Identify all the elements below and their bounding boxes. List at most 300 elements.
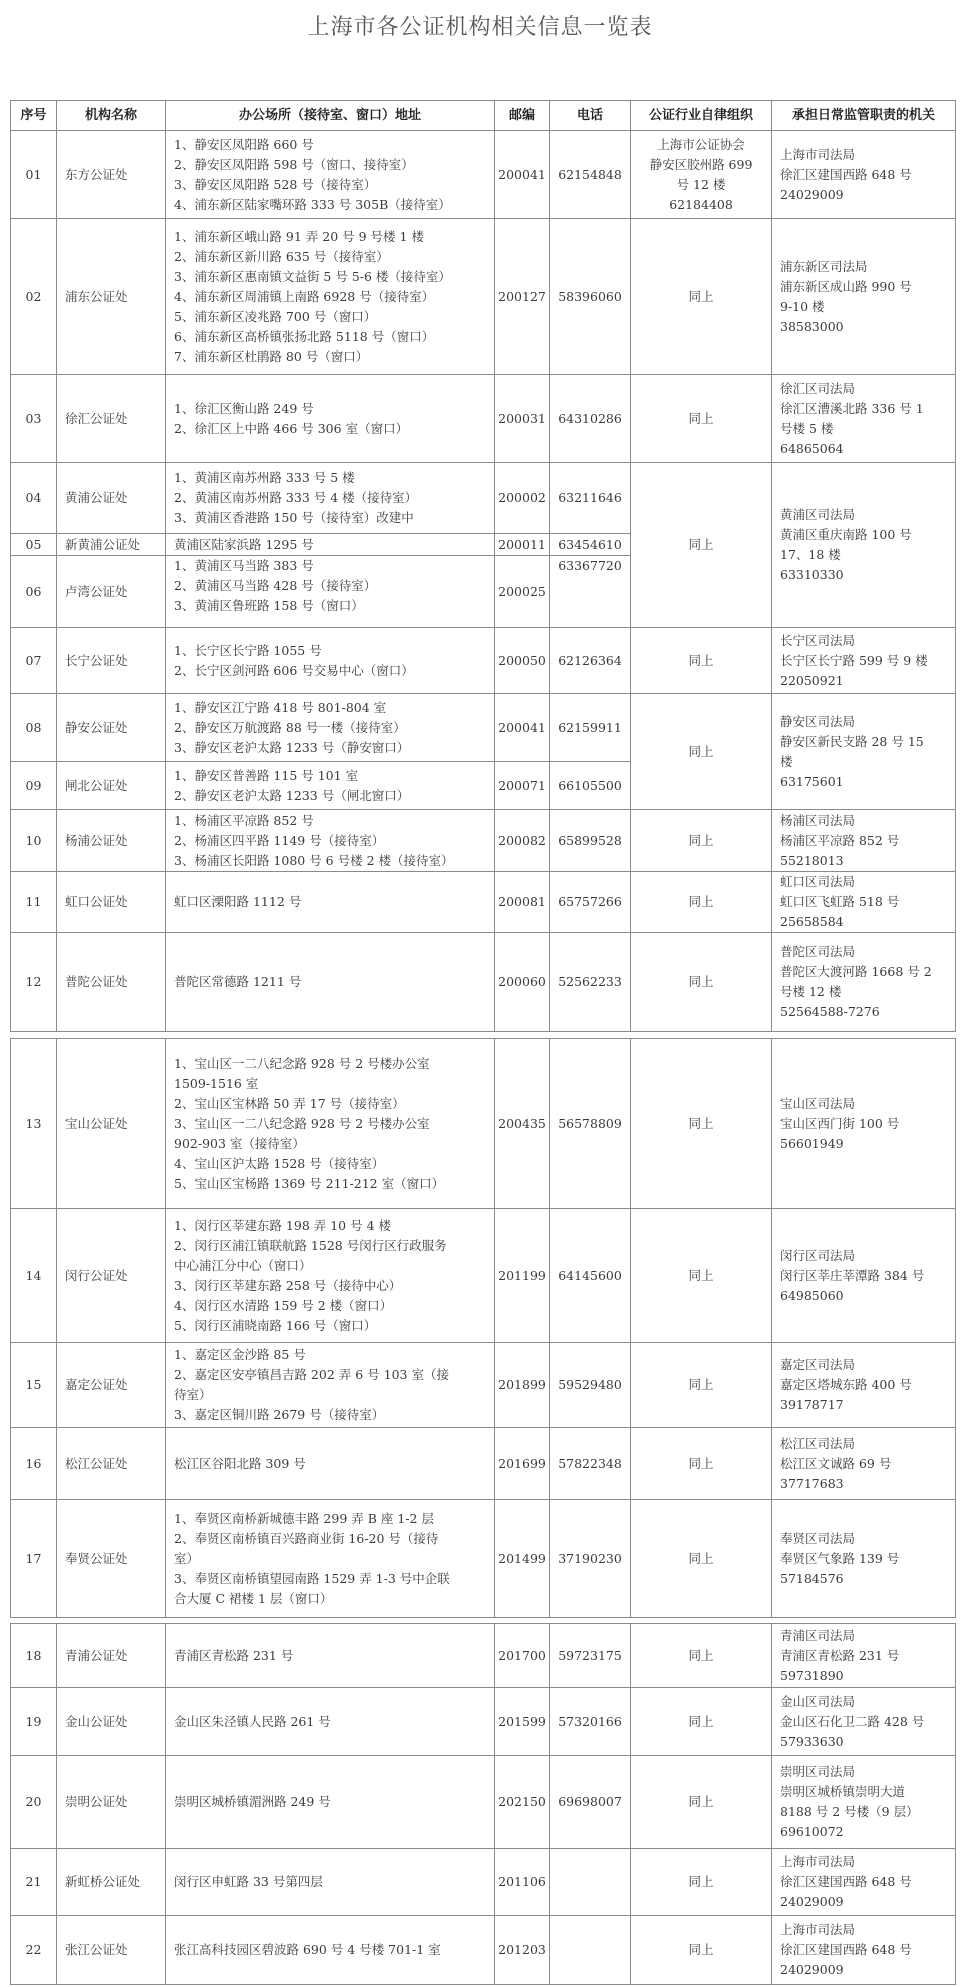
- row-number: 11: [10, 871, 57, 933]
- supervising-authority: [771, 627, 956, 694]
- zip-code: 201700: [494, 1623, 550, 1688]
- supervising-authority: [771, 374, 956, 463]
- supervising-authority-line: 上海市司法局: [780, 146, 856, 162]
- phone-number: 56578809: [549, 1038, 631, 1209]
- self-regulatory-org-line: 同上: [688, 1874, 714, 1889]
- row-number: 14: [10, 1208, 57, 1343]
- row-number: 10: [10, 809, 57, 872]
- address-cell: [165, 871, 495, 933]
- supervising-authority-line: 号楼 5 楼: [780, 420, 834, 436]
- institution-name: 嘉定公证处: [56, 1342, 166, 1428]
- phone-number: 62154848: [549, 130, 631, 219]
- supervising-authority: [771, 809, 956, 872]
- supervising-authority-line: 青浦区青松路 231 号: [780, 1647, 900, 1663]
- self-regulatory-org: [630, 809, 772, 872]
- address-cell-line: 3、闵行区莘建东路 258 号（接待中心）: [174, 1277, 402, 1293]
- address-cell-line: 1、静安区江宁路 418 号 801-804 室: [174, 699, 387, 715]
- phone-number: 37190230: [549, 1499, 631, 1618]
- phone-number: 62126364: [549, 627, 631, 694]
- address-cell-line: 4、浦东新区周浦镇上南路 6928 号（接待室）: [174, 288, 435, 304]
- supervising-authority: [771, 1755, 956, 1849]
- phone-number: 57822348: [549, 1427, 631, 1500]
- phone-number: 65899528: [549, 809, 631, 872]
- header-zip: 邮编: [494, 100, 550, 131]
- self-regulatory-org: [630, 1342, 772, 1428]
- supervising-authority-line: 56601949: [780, 1135, 844, 1151]
- address-cell-line: 1、宝山区一二八纪念路 928 号 2 号楼办公室: [174, 1055, 430, 1071]
- self-regulatory-org-line: 上海市公证协会: [657, 136, 745, 152]
- supervising-authority-line: 24029009: [780, 186, 844, 202]
- supervising-authority: [771, 1208, 956, 1343]
- supervising-authority: [771, 1038, 956, 1209]
- address-cell: [165, 130, 495, 219]
- address-cell-line: 2、宝山区宝林路 50 弄 17 号（接待室）: [174, 1095, 405, 1111]
- address-cell-line: 3、静安区凤阳路 528 号（接待室）: [174, 176, 377, 192]
- address-cell-line: 2、奉贤区南桥镇百兴路商业街 16-20 号（接待: [174, 1530, 439, 1546]
- supervising-authority-line: 徐汇区漕溪北路 336 号 1: [780, 400, 924, 416]
- supervising-authority-line: 崇明区司法局: [780, 1764, 856, 1779]
- supervising-authority-line: 金山区司法局: [780, 1693, 856, 1709]
- address-cell: [165, 462, 495, 534]
- zip-code: 200041: [494, 693, 550, 762]
- address-cell-line: 闵行区申虹路 33 号第四层: [174, 1874, 323, 1889]
- institution-name: 普陀公证处: [56, 932, 166, 1032]
- address-cell-line: 虹口区溧阳路 1112 号: [174, 894, 302, 909]
- row-number: 16: [10, 1427, 57, 1500]
- row-number: 18: [10, 1623, 57, 1688]
- address-cell-line: 2、浦东新区新川路 635 号（接待室）: [174, 248, 389, 264]
- supervising-authority-line: 号楼 12 楼: [780, 984, 842, 999]
- row-number: 03: [10, 374, 57, 463]
- self-regulatory-org-line: 同上: [688, 288, 714, 304]
- row-number: 15: [10, 1342, 57, 1428]
- address-cell-line: 3、宝山区一二八纪念路 928 号 2 号楼办公室: [174, 1115, 430, 1131]
- zip-code: 200011: [494, 533, 550, 556]
- supervising-authority: [771, 462, 956, 628]
- phone-number: 64145600: [549, 1208, 631, 1343]
- institution-name: 浦东公证处: [56, 218, 166, 375]
- self-regulatory-org: [630, 1427, 772, 1500]
- address-cell: [165, 1427, 495, 1500]
- header-org: 公证行业自律组织: [630, 100, 772, 131]
- supervising-authority-line: 37717683: [780, 1475, 844, 1491]
- self-regulatory-org: [630, 627, 772, 694]
- self-regulatory-org-line: 同上: [688, 410, 714, 426]
- zip-code: 200082: [494, 809, 550, 872]
- row-number: 05: [10, 533, 57, 556]
- institution-name: 新黄浦公证处: [56, 533, 166, 556]
- row-number: 17: [10, 1499, 57, 1618]
- self-regulatory-org: [630, 1038, 772, 1209]
- zip-code: 201199: [494, 1208, 550, 1343]
- supervising-authority-line: 嘉定区塔城东路 400 号: [780, 1377, 912, 1392]
- row-number: 13: [10, 1038, 57, 1209]
- institution-name: 静安公证处: [56, 693, 166, 762]
- supervising-authority-line: 宝山区司法局: [780, 1095, 856, 1111]
- row-number: 08: [10, 693, 57, 762]
- row-number: 07: [10, 627, 57, 694]
- address-cell-line: 5、宝山区宝杨路 1369 号 211-212 室（窗口）: [174, 1175, 445, 1191]
- supervising-authority-line: 55218013: [780, 852, 844, 868]
- institution-name: 奉贤公证处: [56, 1499, 166, 1618]
- institution-name: 闵行公证处: [56, 1208, 166, 1343]
- address-cell: [165, 555, 495, 628]
- supervising-authority: [771, 1848, 956, 1916]
- address-cell-line: 3、奉贤区南桥镇望园南路 1529 弄 1-3 号中企联: [174, 1570, 450, 1586]
- address-cell-line: 1、浦东新区峨山路 91 弄 20 号 9 号楼 1 楼: [174, 228, 424, 244]
- supervising-authority-line: 64865064: [780, 440, 844, 456]
- supervising-authority-line: 杨浦区司法局: [780, 812, 856, 828]
- supervising-authority-line: 松江区文诚路 69 号: [780, 1455, 892, 1471]
- self-regulatory-org-line: 同上: [688, 1647, 714, 1663]
- supervising-authority-line: 金山区石化卫二路 428 号: [780, 1713, 925, 1729]
- institution-name: 金山公证处: [56, 1687, 166, 1756]
- row-number: 02: [10, 218, 57, 375]
- supervising-authority-line: 上海市司法局: [780, 1854, 856, 1869]
- address-cell-line: 1、静安区凤阳路 660 号: [174, 136, 314, 152]
- supervising-authority-line: 64985060: [780, 1287, 844, 1303]
- institution-name: 徐汇公证处: [56, 374, 166, 463]
- address-cell-line: 黄浦区陆家浜路 1295 号: [174, 536, 314, 552]
- supervising-authority-line: 嘉定区司法局: [780, 1357, 856, 1372]
- institution-name: 虹口公证处: [56, 871, 166, 933]
- self-regulatory-org: [630, 1755, 772, 1849]
- phone-number: 52562233: [549, 932, 631, 1032]
- self-regulatory-org-line: 同上: [688, 1794, 714, 1809]
- row-number: 04: [10, 462, 57, 534]
- phone-number: [549, 1915, 631, 1985]
- address-cell-line: 2、杨浦区四平路 1149 号（接待室）: [174, 832, 385, 848]
- self-regulatory-org-line: 同上: [688, 537, 714, 552]
- address-cell-line: 2、长宁区剑河路 606 号交易中心（窗口）: [174, 662, 414, 678]
- self-regulatory-org: [630, 693, 772, 810]
- institution-name: 杨浦公证处: [56, 809, 166, 872]
- supervising-authority-line: 松江区司法局: [780, 1435, 856, 1451]
- address-cell-line: 1、杨浦区平凉路 852 号: [174, 812, 314, 828]
- address-cell-line: 3、嘉定区铜川路 2679 号（接待室）: [174, 1407, 385, 1422]
- self-regulatory-org: [630, 130, 772, 219]
- phone-number: 59723175: [549, 1623, 631, 1688]
- institution-name: 长宁公证处: [56, 627, 166, 694]
- address-cell-line: 1、黄浦区南苏州路 333 号 5 楼: [174, 470, 355, 485]
- self-regulatory-org-line: 同上: [688, 1267, 714, 1283]
- phone-number: 64310286: [549, 374, 631, 463]
- zip-code: 201699: [494, 1427, 550, 1500]
- zip-code: 202150: [494, 1755, 550, 1849]
- zip-code: 200071: [494, 761, 550, 810]
- row-number: 12: [10, 932, 57, 1032]
- row-number: 01: [10, 130, 57, 219]
- supervising-authority-line: 楼: [780, 753, 793, 769]
- supervising-authority-line: 闵行区司法局: [780, 1247, 856, 1263]
- supervising-authority-line: 闵行区莘庄莘潭路 384 号: [780, 1267, 925, 1283]
- address-cell-line: 室）: [174, 1550, 200, 1566]
- institution-name: 闸北公证处: [56, 761, 166, 810]
- self-regulatory-org-line: 62184408: [669, 196, 733, 212]
- phone-number: 63211646: [549, 462, 631, 534]
- address-cell-line: 902-903 室（接待室）: [174, 1135, 305, 1151]
- address-cell-line: 1、奉贤区南桥新城德丰路 299 弄 B 座 1-2 层: [174, 1510, 434, 1526]
- phone-number: 63454610: [549, 533, 631, 556]
- row-number: 21: [10, 1848, 57, 1916]
- self-regulatory-org: [630, 374, 772, 463]
- address-cell-line: 7、浦东新区杜鹃路 80 号（窗口）: [174, 348, 369, 364]
- institution-name: 青浦公证处: [56, 1623, 166, 1688]
- self-regulatory-org-line: 同上: [688, 1455, 714, 1471]
- self-regulatory-org-line: 同上: [688, 894, 714, 909]
- self-regulatory-org: [630, 1499, 772, 1618]
- supervising-authority-line: 静安区司法局: [780, 713, 856, 729]
- address-cell-line: 4、宝山区沪太路 1528 号（接待室）: [174, 1155, 385, 1171]
- address-cell-line: 4、浦东新区陆家嘴环路 333 号 305B（接待室）: [174, 196, 451, 212]
- address-cell: [165, 1342, 495, 1428]
- address-cell: [165, 761, 495, 810]
- supervising-authority-line: 杨浦区平凉路 852 号: [780, 832, 900, 848]
- address-cell-line: 2、黄浦区马当路 428 号（接待室）: [174, 578, 377, 593]
- supervising-authority: [771, 1623, 956, 1688]
- institution-name: 东方公证处: [56, 130, 166, 219]
- supervising-authority-line: 69610072: [780, 1824, 844, 1839]
- self-regulatory-org-line: 同上: [688, 1550, 714, 1566]
- address-cell: [165, 1038, 495, 1209]
- supervising-authority-line: 38583000: [780, 318, 844, 334]
- supervising-authority-line: 24029009: [780, 1894, 844, 1909]
- supervising-authority-line: 徐汇区建国西路 648 号: [780, 1874, 912, 1889]
- supervising-authority-line: 59731890: [780, 1667, 844, 1683]
- self-regulatory-org-line: 同上: [688, 974, 714, 989]
- phone-number: 59529480: [549, 1342, 631, 1428]
- supervising-authority-line: 25658584: [780, 914, 844, 929]
- address-cell-line: 2、徐汇区上中路 466 号 306 室（窗口）: [174, 420, 409, 436]
- self-regulatory-org-line: 同上: [688, 1942, 714, 1957]
- supervising-authority: [771, 871, 956, 933]
- address-cell-line: 1、闵行区莘建东路 198 弄 10 号 4 楼: [174, 1217, 392, 1233]
- address-cell-line: 崇明区城桥镇湄洲路 249 号: [174, 1794, 331, 1809]
- supervising-authority-line: 浦东新区司法局: [780, 258, 868, 274]
- zip-code: 201599: [494, 1687, 550, 1756]
- address-cell: [165, 1687, 495, 1756]
- self-regulatory-org-line: 静安区胶州路 699: [649, 156, 753, 172]
- self-regulatory-org-line: 同上: [688, 743, 714, 759]
- row-number: 06: [10, 555, 57, 628]
- supervising-authority: [771, 1499, 956, 1618]
- supervising-authority: [771, 932, 956, 1032]
- address-cell: [165, 809, 495, 872]
- phone-number: 65757266: [549, 871, 631, 933]
- phone-number: 58396060: [549, 218, 631, 375]
- address-cell-line: 2、静安区万航渡路 88 号一楼（接待室）: [174, 719, 406, 735]
- phone-number: 69698007: [549, 1755, 631, 1849]
- address-cell-line: 1、长宁区长宁路 1055 号: [174, 642, 322, 658]
- supervising-authority-line: 普陀区大渡河路 1668 号 2: [780, 964, 932, 979]
- header-authority: 承担日常监管职责的机关: [771, 100, 956, 131]
- supervising-authority-line: 徐汇区建国西路 648 号: [780, 166, 912, 182]
- supervising-authority-line: 崇明区城桥镇崇明大道: [780, 1784, 906, 1799]
- supervising-authority-line: 57184576: [780, 1570, 844, 1586]
- supervising-authority-line: 57933630: [780, 1733, 844, 1749]
- address-cell-line: 普陀区常德路 1211 号: [174, 974, 302, 989]
- institution-name: 卢湾公证处: [56, 555, 166, 628]
- address-cell: [165, 627, 495, 694]
- supervising-authority-line: 17、18 楼: [780, 547, 841, 562]
- header-address: 办公场所（接待室、窗口）地址: [165, 100, 495, 131]
- supervising-authority-line: 52564588-7276: [780, 1004, 880, 1019]
- supervising-authority-line: 黄浦区司法局: [780, 507, 856, 522]
- supervising-authority-line: 普陀区司法局: [780, 944, 856, 959]
- supervising-authority-line: 虹口区飞虹路 518 号: [780, 894, 900, 909]
- address-cell-line: 6、浦东新区高桥镇张扬北路 5118 号（窗口）: [174, 328, 435, 344]
- supervising-authority-line: 63310330: [780, 567, 844, 582]
- institution-name: 黄浦公证处: [56, 462, 166, 534]
- address-cell-line: 3、黄浦区香港路 150 号（接待室）改建中: [174, 510, 414, 525]
- self-regulatory-org: [630, 1208, 772, 1343]
- row-number: 20: [10, 1755, 57, 1849]
- address-cell-line: 待室）: [174, 1387, 212, 1402]
- institution-name: 崇明公证处: [56, 1755, 166, 1849]
- address-cell-line: 3、杨浦区长阳路 1080 号 6 号楼 2 楼（接待室）: [174, 852, 454, 868]
- address-cell-line: 3、黄浦区鲁班路 158 号（窗口）: [174, 598, 364, 613]
- self-regulatory-org: [630, 871, 772, 933]
- header-no: 序号: [10, 100, 57, 131]
- address-cell-line: 5、浦东新区凌兆路 700 号（窗口）: [174, 308, 377, 324]
- supervising-authority-line: 9-10 楼: [780, 298, 825, 314]
- supervising-authority-line: 青浦区司法局: [780, 1627, 856, 1643]
- address-cell-line: 金山区朱泾镇人民路 261 号: [174, 1713, 331, 1729]
- address-cell-line: 4、闵行区水清路 159 号 2 楼（窗口）: [174, 1297, 393, 1313]
- self-regulatory-org-line: 同上: [688, 1115, 714, 1131]
- supervising-authority-line: 宝山区西门街 100 号: [780, 1115, 900, 1131]
- supervising-authority: [771, 130, 956, 219]
- supervising-authority: [771, 1427, 956, 1500]
- zip-code: 200025: [494, 555, 550, 628]
- address-cell-line: 3、静安区老沪太路 1233 号（静安窗口）: [174, 739, 410, 755]
- supervising-authority-line: 浦东新区成山路 990 号: [780, 278, 912, 294]
- address-cell-line: 合大厦 C 裙楼 1 层（窗口）: [174, 1590, 333, 1606]
- institution-name: 宝山公证处: [56, 1038, 166, 1209]
- institution-name: 松江公证处: [56, 1427, 166, 1500]
- address-cell-line: 2、静安区老沪太路 1233 号（闸北窗口）: [174, 787, 410, 803]
- address-cell-line: 中心浦江分中心（窗口）: [174, 1257, 312, 1273]
- address-cell: [165, 533, 495, 556]
- zip-code: 201899: [494, 1342, 550, 1428]
- zip-code: 201106: [494, 1848, 550, 1916]
- phone-number: [549, 1848, 631, 1916]
- address-cell: [165, 218, 495, 375]
- zip-code: 200060: [494, 932, 550, 1032]
- address-cell-line: 1、静安区普善路 115 号 101 室: [174, 767, 359, 783]
- phone-number: 62159911: [549, 693, 631, 762]
- supervising-authority-line: 8188 号 2 号楼（9 层）: [780, 1804, 919, 1819]
- supervising-authority-line: 22050921: [780, 672, 844, 688]
- address-cell-line: 1509-1516 室: [174, 1075, 259, 1091]
- supervising-authority: [771, 1342, 956, 1428]
- address-cell-line: 松江区谷阳北路 309 号: [174, 1455, 306, 1471]
- supervising-authority: [771, 1687, 956, 1756]
- supervising-authority-line: 静安区新民支路 28 号 15: [780, 733, 924, 749]
- address-cell-line: 张江高科技园区碧波路 690 号 4 号楼 701-1 室: [174, 1942, 441, 1957]
- supervising-authority-line: 黄浦区重庆南路 100 号: [780, 527, 912, 542]
- page-title: 上海市各公证机构相关信息一览表: [307, 15, 653, 40]
- self-regulatory-org: [630, 462, 772, 628]
- self-regulatory-org-line: 同上: [688, 652, 714, 668]
- supervising-authority-line: 长宁区长宁路 599 号 9 楼: [780, 652, 928, 668]
- zip-code: 200041: [494, 130, 550, 219]
- phone-number: 57320166: [549, 1687, 631, 1756]
- supervising-authority: [771, 1915, 956, 1985]
- institution-name: 新虹桥公证处: [56, 1848, 166, 1916]
- supervising-authority: [771, 218, 956, 375]
- self-regulatory-org: [630, 1915, 772, 1985]
- zip-code: 200002: [494, 462, 550, 534]
- self-regulatory-org-line: 同上: [688, 832, 714, 848]
- supervising-authority-line: 长宁区司法局: [780, 632, 856, 648]
- address-cell-line: 2、黄浦区南苏州路 333 号 4 楼（接待室）: [174, 490, 418, 505]
- header-phone: 电话: [549, 100, 631, 131]
- address-cell: [165, 1499, 495, 1618]
- supervising-authority-line: 39178717: [780, 1397, 844, 1412]
- address-cell: [165, 932, 495, 1032]
- address-cell-line: 青浦区青松路 231 号: [174, 1647, 294, 1663]
- supervising-authority: [771, 693, 956, 810]
- address-cell: [165, 374, 495, 463]
- address-cell: [165, 1915, 495, 1985]
- self-regulatory-org: [630, 1687, 772, 1756]
- address-cell-line: 2、嘉定区安亭镇昌吉路 202 弄 6 号 103 室（接: [174, 1367, 449, 1382]
- self-regulatory-org: [630, 1623, 772, 1688]
- row-number: 22: [10, 1915, 57, 1985]
- address-cell: [165, 1208, 495, 1343]
- zip-code: 201203: [494, 1915, 550, 1985]
- phone-number: 63367720: [549, 555, 631, 628]
- address-cell-line: 3、浦东新区惠南镇文益街 5 号 5-6 楼（接待室）: [174, 268, 451, 284]
- address-cell: [165, 1848, 495, 1916]
- zip-code: 200031: [494, 374, 550, 463]
- self-regulatory-org: [630, 932, 772, 1032]
- phone-number: 66105500: [549, 761, 631, 810]
- address-cell-line: 1、嘉定区金沙路 85 号: [174, 1347, 306, 1362]
- zip-code: 201499: [494, 1499, 550, 1618]
- supervising-authority-line: 63175601: [780, 773, 844, 789]
- address-cell-line: 2、闵行区浦江镇联航路 1528 号闵行区行政服务: [174, 1237, 447, 1253]
- header-name: 机构名称: [56, 100, 166, 131]
- zip-code: 200050: [494, 627, 550, 694]
- self-regulatory-org: [630, 1848, 772, 1916]
- supervising-authority-line: 徐汇区司法局: [780, 380, 856, 396]
- self-regulatory-org-line: 同上: [688, 1377, 714, 1392]
- supervising-authority-line: 徐汇区建国西路 648 号: [780, 1942, 912, 1957]
- address-cell-line: 5、闵行区浦晓南路 166 号（窗口）: [174, 1317, 377, 1333]
- address-cell: [165, 1623, 495, 1688]
- self-regulatory-org-line: 号 12 楼: [676, 176, 726, 192]
- address-cell-line: 1、徐汇区衡山路 249 号: [174, 400, 314, 416]
- zip-code: 200435: [494, 1038, 550, 1209]
- zip-code: 200081: [494, 871, 550, 933]
- address-cell: [165, 693, 495, 762]
- institution-name: 张江公证处: [56, 1915, 166, 1985]
- address-cell-line: 2、静安区凤阳路 598 号（窗口、接待室）: [174, 156, 414, 172]
- supervising-authority-line: 虹口区司法局: [780, 874, 856, 889]
- zip-code: 200127: [494, 218, 550, 375]
- supervising-authority-line: 上海市司法局: [780, 1922, 856, 1937]
- row-number: 09: [10, 761, 57, 810]
- address-cell: [165, 1755, 495, 1849]
- self-regulatory-org: [630, 218, 772, 375]
- row-number: 19: [10, 1687, 57, 1756]
- supervising-authority-line: 24029009: [780, 1962, 844, 1977]
- supervising-authority-line: 奉贤区司法局: [780, 1530, 856, 1546]
- address-cell-line: 1、黄浦区马当路 383 号: [174, 558, 314, 573]
- self-regulatory-org-line: 同上: [688, 1713, 714, 1729]
